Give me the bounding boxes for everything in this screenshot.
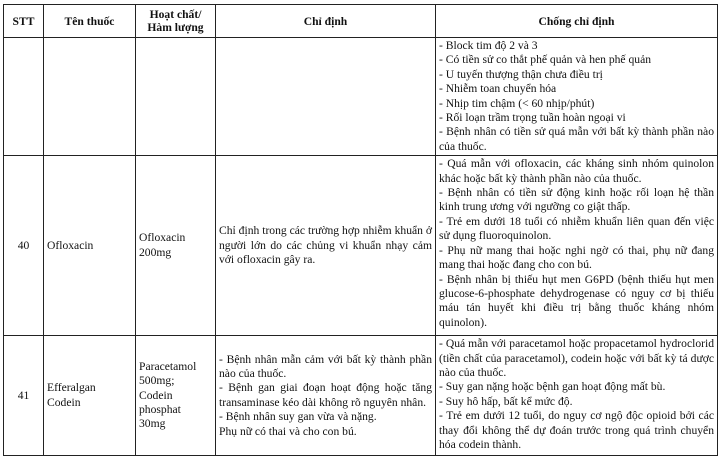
cell-contraindication [436, 38, 718, 156]
cell-indication [216, 38, 436, 156]
header-indication: Chỉ định [216, 5, 436, 38]
cell-active-ingredient [136, 38, 216, 156]
contraindication-item: - Suy hô hấp, bất kể mức độ. [439, 394, 573, 408]
indication-item: - Bệnh gan giai đoạn hoạt động hoặc tăng transaminase kéo dài không rõ nguyên nhân. [219, 381, 432, 409]
table-row [4, 38, 718, 156]
contraindication-item: - Suy gan nặng hoặc bệnh gan hoạt động mất bù. [439, 380, 666, 394]
cell-stt: 41 [4, 336, 44, 456]
cell-active-ingredient: Ofloxacin 200mg [136, 156, 216, 336]
contraindication-item: - Phụ nữ mang thai hoặc nghi ngờ có thai, phụ nữ đang mang thai hoặc đang cho con bú. [439, 243, 714, 272]
indication-item: - Bệnh nhân suy gan vừa và nặng. [219, 410, 377, 424]
cell-stt [4, 38, 44, 156]
drug-table [3, 4, 718, 456]
contraindication-item: - Trẻ em dưới 12 tuổi, do nguy cơ ngộ độc opioid bởi các thay đổi không thể dự đoán trước trong quá trình chuyển hóa codein thành. [439, 409, 714, 452]
contraindication-item: - Quá mẫn với paracetamol hoặc propacetamol hydroclorid (tiền chất của paracetamol), codein hoặc với bất kỳ tá dược nào của thuốc. [439, 337, 714, 380]
cell-contraindication [436, 336, 718, 456]
header-stt: STT [4, 5, 44, 38]
header-drug-name: Tên thuốc [44, 5, 136, 38]
cell-drug-name [44, 38, 136, 156]
cell-contraindication [436, 156, 718, 336]
indication-item: - Bệnh nhân mẫn cảm với bất kỳ thành phần nào của thuốc. [219, 352, 432, 380]
contraindication-item: - Trẻ em dưới 18 tuổi có nhiễm khuẩn liên quan đến việc sử dụng fluoroquinolon. [439, 214, 714, 243]
header-row [4, 5, 718, 38]
header-active-ingredient: Hoạt chất/ Hàm lượng [136, 5, 216, 38]
cell-drug-name: Efferalgan Codein [44, 336, 136, 456]
contraindication-item: - Block tim độ 2 và 3 [439, 39, 538, 52]
contraindication-item: - Bệnh nhân có tiền sử động kinh hoặc rối loạn hệ thần kinh trung ương với ngưỡng co giật thấp. [439, 186, 714, 214]
header-contraindication: Chống chỉ định [436, 5, 718, 38]
contraindication-item: - Nhịp tim chậm (< 60 nhịp/phút) [439, 96, 595, 110]
cell-stt: 40 [4, 156, 44, 336]
contraindication-item: - U tuyến thượng thận chưa điều trị [439, 67, 603, 81]
contraindication-item: - Nhiễm toan chuyển hóa [439, 82, 557, 96]
indication-item: Phụ nữ có thai và cho con bú. [219, 424, 357, 438]
table-row [4, 336, 718, 456]
contraindication-item: - Có tiền sử co thắt phế quản và hen phế quản [439, 53, 652, 67]
table-row [4, 156, 718, 336]
cell-indication [216, 336, 436, 456]
contraindication-item: - Bệnh nhân bị thiếu hụt men G6PD (bệnh thiếu hụt men glucose-6-phosphate dehydrogenase có nguy cơ bị thiếu máu tán huyết khi điều trị bằng thuốc kháng nhóm quinolon). [439, 272, 714, 329]
cell-drug-name: Ofloxacin [44, 156, 136, 336]
cell-active-ingredient: Paracetamol 500mg; Codein phosphat 30mg [136, 336, 216, 456]
contraindication-item: - Bệnh nhân có tiền sử quá mẫn với bất kỳ thành phần nào của thuốc. [439, 125, 714, 153]
cell-indication: Chỉ định trong các trường hợp nhiễm khuẩn ở người lớn do các chủng vi khuẩn nhạy cảm với ofloxacin gây ra. [216, 156, 436, 336]
contraindication-item: - Rối loạn trầm trọng tuần hoàn ngoại vi [439, 111, 626, 125]
contraindication-item: - Quá mẫn với ofloxacin, các kháng sinh nhóm quinolon khác hoặc bất kỳ thành phần nào của thuốc. [439, 157, 714, 185]
